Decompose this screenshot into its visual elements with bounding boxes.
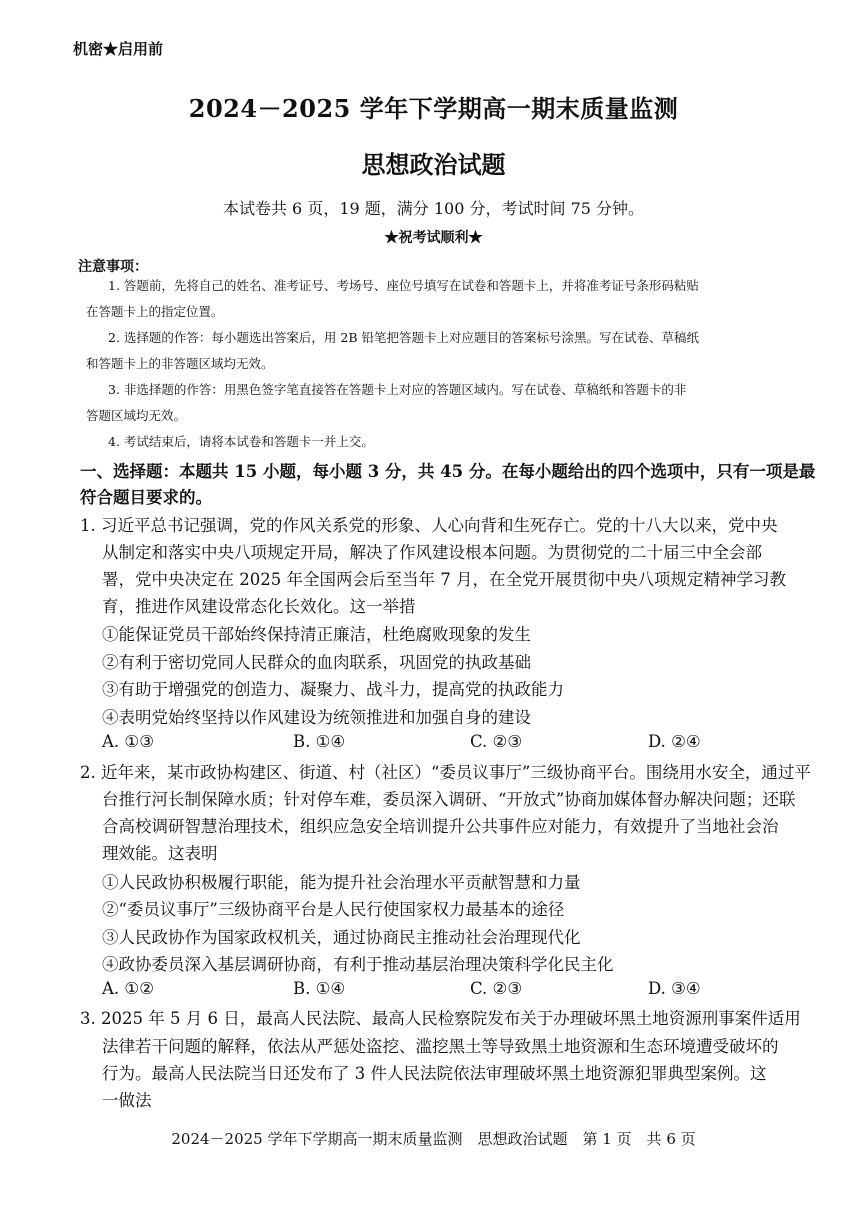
section-heading-cont: 符合题目要求的。 <box>80 488 212 507</box>
exam-title: 2024－2025 学年下学期高一期末质量监测 <box>188 94 679 123</box>
question-3-stem: 3. 2025 年 5 月 6 日，最高人民法院、最高人民检察院发布关于办理破坏黑土地资源刑事案件适用 <box>80 1009 801 1028</box>
question-2-choice-b: B. ①④ <box>293 979 346 998</box>
question-2-stem: 2. 近年来，某市政协构建区、街道、村（社区）“委员议事厅”三级协商平台。围绕用水安全，通过平 <box>80 763 811 782</box>
section-heading: 一、选择题：本题共 15 小题，每小题 3 分，共 45 分。在每小题给出的四个选项中，只有一项是最 <box>80 462 816 481</box>
question-1-choice-c: C. ②③ <box>470 732 523 751</box>
question-1-choice-d: D. ②④ <box>648 732 701 751</box>
question-3-stem: 法律若干问题的解释，依法从严惩处盗挖、滥挖黑土等导致黑土地资源和生态环境遭受破坏的 <box>102 1037 779 1056</box>
notice-line: 4. 考试结束后，请将本试卷和答题卡一并上交。 <box>108 434 374 449</box>
question-2-stem: 台推行河长制保障水质；针对停车难，委员深入调研、“开放式”协商加媒体督办解决问题；还联 <box>102 790 796 809</box>
question-2-choice-c: C. ②③ <box>470 979 523 998</box>
question-2-statement: ①人民政协积极履行职能，能为提升社会治理水平贡献智慧和力量 <box>102 873 581 892</box>
notice-line: 2. 选择题的作答：每小题选出答案后，用 2B 铅笔把答题卡上对应题目的答案标号涂黑。写在试卷、草稿纸 <box>108 330 699 345</box>
good-luck-line: ★祝考试顺利★ <box>384 230 483 246</box>
question-2-statement: ③人民政协作为国家政权机关，通过协商民主推动社会治理现代化 <box>102 928 581 947</box>
question-2-stem: 合高校调研智慧治理技术，组织应急安全培训提升公共事件应对能力，有效提升了当地社会治 <box>102 817 779 836</box>
notice-line: 和答题卡上的非答题区域均无效。 <box>86 356 274 371</box>
notice-line: 在答题卡上的指定位置。 <box>86 304 224 319</box>
subject-title: 思想政治试题 <box>361 150 506 179</box>
question-1-statement: ①能保证党员干部始终保持清正廉洁，杜绝腐败现象的发生 <box>102 625 531 644</box>
question-1-choice-a: A. ①③ <box>102 732 154 751</box>
confidential-label: 机密★启用前 <box>73 40 164 58</box>
question-3-stem: 行为。最高人民法院当日还发布了 3 件人民法院依法审理破坏黑土地资源犯罪典型案例。这 <box>102 1064 767 1083</box>
exam-info: 本试卷共 6 页，19 题，满分 100 分，考试时间 75 分钟。 <box>222 199 645 218</box>
question-1-statement: ④表明党始终坚持以作风建设为统领推进和加强自身的建设 <box>102 708 531 727</box>
question-2-choice-a: A. ①② <box>102 979 154 998</box>
question-2-statement: ②“委员议事厅”三级协商平台是人民行使国家权力最基本的途径 <box>102 900 565 919</box>
page-footer: 2024－2025 学年下学期高一期末质量监测 思想政治试题 第 1 页 共 6 页 <box>171 1130 696 1148</box>
question-1-statement: ②有利于密切党同人民群众的血肉联系，巩固党的执政基础 <box>102 653 531 672</box>
question-1-stem: 育，推进作风建设常态化长效化。这一举措 <box>102 597 416 616</box>
question-1-stem: 从制定和落实中央八项规定开局，解决了作风建设根本问题。为贯彻党的二十届三中全会部 <box>102 543 762 562</box>
question-3-stem: 一做法 <box>102 1091 152 1110</box>
notice-heading: 注意事项： <box>78 259 148 275</box>
question-2-choice-d: D. ③④ <box>648 979 701 998</box>
question-2-stem: 理效能。这表明 <box>102 844 218 863</box>
question-1-stem: 1. 习近平总书记强调，党的作风关系党的形象、人心向背和生死存亡。党的十八大以来，党中央 <box>80 516 778 535</box>
notice-line: 1. 答题前，先将自己的姓名、准考证号、考场号、座位号填写在试卷和答题卡上，并将准考证号条形码粘贴 <box>108 278 699 293</box>
notice-line: 答题区域均无效。 <box>86 408 187 423</box>
notice-line: 3. 非选择题的作答：用黑色签字笔直接答在答题卡上对应的答题区域内。写在试卷、草稿纸和答题卡的非 <box>108 382 687 397</box>
question-1-statement: ③有助于增强党的创造力、凝聚力、战斗力，提高党的执政能力 <box>102 680 564 699</box>
question-1-choice-b: B. ①④ <box>293 732 346 751</box>
question-2-statement: ④政协委员深入基层调研协商，有利于推动基层治理决策科学化民主化 <box>102 955 614 974</box>
question-1-stem: 署，党中央决定在 2025 年全国两会后至当年 7 月，在全党开展贯彻中央八项规定精神学习教 <box>102 570 786 589</box>
